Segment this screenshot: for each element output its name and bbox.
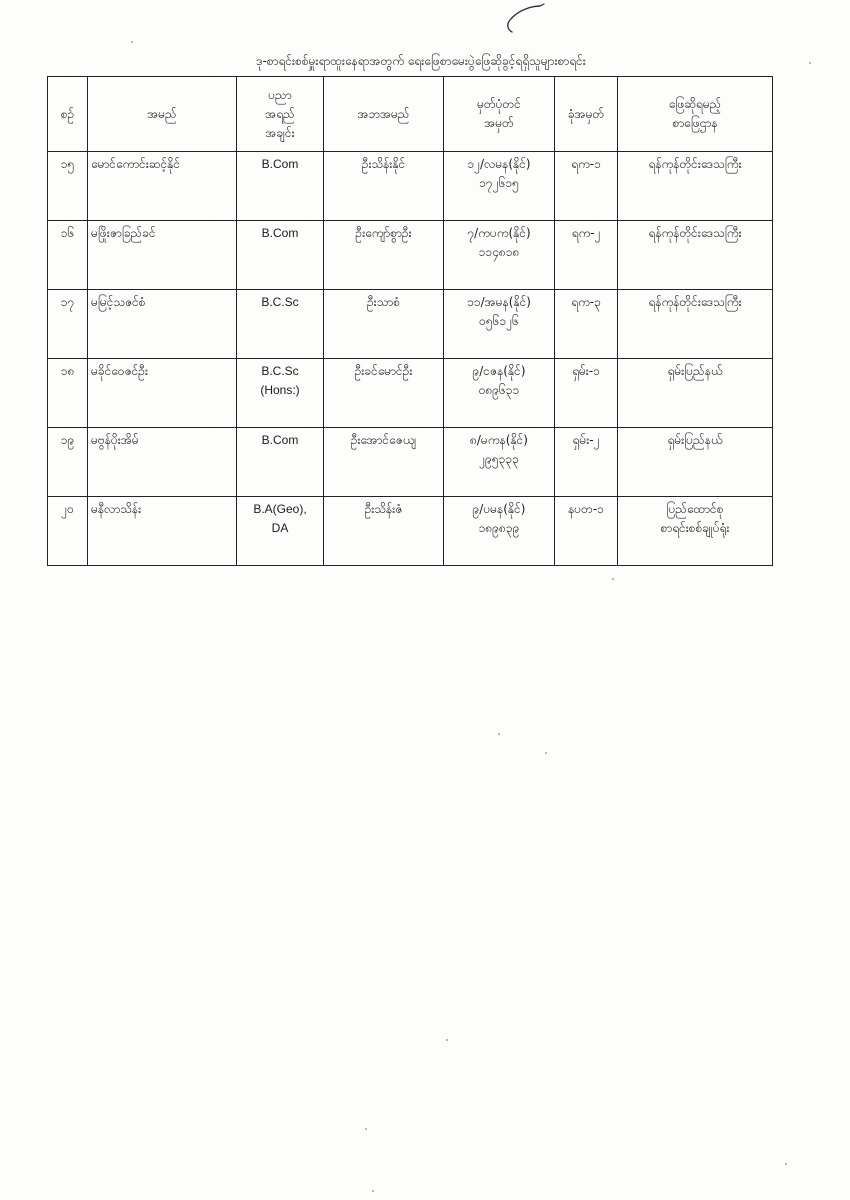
nrc-line: ၂၉၅၃၃၃ <box>479 452 519 466</box>
cell-degree <box>237 152 324 221</box>
header-roll: ခုံအမှတ် <box>555 77 618 152</box>
cell-degree <box>237 290 324 359</box>
header-nrc-line: မှတ်ပုံတင် <box>477 97 521 111</box>
degree-line: B.Com <box>261 433 299 447</box>
degree-line: B.Com <box>261 226 299 240</box>
header-centre <box>618 77 773 152</box>
table-row <box>48 221 773 290</box>
header-no: စဉ် <box>48 77 88 152</box>
table-row <box>48 290 773 359</box>
nrc-line: ၁၁၄၈၁၈ <box>478 245 520 259</box>
cell-father: ဦးကျော်စွာဦး <box>324 221 444 290</box>
nrc-line: ၉/ပမန(နိုင်) <box>472 502 526 516</box>
scan-speck <box>545 752 547 754</box>
degree-line: (Hons:) <box>260 383 300 397</box>
centre-line: ရန်ကုန်တိုင်းဒေသကြီး <box>648 226 742 240</box>
table-row <box>48 497 773 566</box>
degree-line: DA <box>271 521 289 535</box>
cell-nrc <box>444 497 555 566</box>
scan-speck <box>446 1039 448 1041</box>
cell-name: မောင်ကောင်းဆင့်နိုင် <box>88 152 237 221</box>
cell-nrc <box>444 359 555 428</box>
nrc-line: ၇/ကပက(နိုင်) <box>467 226 531 240</box>
cell-no: ၁၆ <box>48 221 88 290</box>
nrc-line: ၈/မကန(နိုင်) <box>470 433 528 447</box>
degree-line: B.A(Geo), <box>253 502 307 516</box>
table-row <box>48 152 773 221</box>
scan-speck <box>785 1163 787 1165</box>
cell-father: ဦးအောင်ဇေယျ <box>324 428 444 497</box>
header-degree-line: အရည် <box>265 106 295 121</box>
cell-nrc <box>444 290 555 359</box>
nrc-line: ၉/ငဇန(နိုင်) <box>472 364 526 378</box>
cell-name: မဖြိုးဇာခြည်ခင် <box>88 221 237 290</box>
cell-father: ဦးသိန်းနိုင် <box>324 152 444 221</box>
header-degree-line: အချင်း <box>265 125 295 140</box>
pen-stroke-mark <box>500 2 548 36</box>
table-row <box>48 428 773 497</box>
scan-speck <box>372 1190 374 1192</box>
header-degree-line: ပညာ <box>268 87 292 102</box>
centre-line: ရှမ်းပြည်နယ် <box>667 433 723 447</box>
cell-nrc <box>444 428 555 497</box>
cell-name: မမြင့်သဇင်စံ <box>88 290 237 359</box>
cell-degree <box>237 428 324 497</box>
cell-roll: နပတ-၁ <box>555 497 618 566</box>
cell-name: မခိုင်ဝေဇင်ဦး <box>88 359 237 428</box>
header-nrc <box>444 77 555 152</box>
degree-line: B.Com <box>261 157 299 171</box>
cell-degree <box>237 497 324 566</box>
cell-father: ဦးသာစံ <box>324 290 444 359</box>
table-row <box>48 359 773 428</box>
cell-no: ၂၀ <box>48 497 88 566</box>
centre-line: ရန်ကုန်တိုင်းဒေသကြီး <box>648 157 742 171</box>
header-centre-line: ဖြေဆိုရမည့် <box>668 97 722 111</box>
document-title: ဒု-စာရင်းစစ်မှူးရာထူးနေရာအတွက် ရေးဖြေစာမေးပွဲဖြေဆိုခွင့်ရရှိသူများစာရင်း <box>256 54 586 68</box>
cell-roll: ရှမ်း-၁ <box>555 359 618 428</box>
scan-speck <box>365 1128 367 1130</box>
cell-centre <box>618 152 773 221</box>
cell-no: ၁၇ <box>48 290 88 359</box>
cell-father: ဦးသိန်းဇံ <box>324 497 444 566</box>
degree-line: B.C.Sc <box>261 295 299 309</box>
cell-no: ၁၉ <box>48 428 88 497</box>
header-degree <box>237 77 324 152</box>
centre-line: စာရင်းစစ်ချုပ်ရုံး <box>660 521 730 535</box>
nrc-line: ၀၅၆၁၂၆ <box>479 314 519 328</box>
cell-roll: ရက-၁ <box>555 152 618 221</box>
cell-degree <box>237 221 324 290</box>
cell-centre <box>618 497 773 566</box>
nrc-line: ၁၂/လမန(နိုင်) <box>467 157 531 171</box>
header-name: အမည် <box>88 77 237 152</box>
nrc-line: ၀၈၉၆၃၁ <box>478 383 520 397</box>
header-centre-line: စာဖြေဌာန <box>672 116 718 130</box>
centre-line: ရှမ်းပြည်နယ် <box>667 364 723 378</box>
cell-centre <box>618 428 773 497</box>
cell-centre <box>618 221 773 290</box>
nrc-line: ၁၇၂၆၁၅ <box>479 176 519 190</box>
cell-no: ၁၅ <box>48 152 88 221</box>
scan-speck <box>131 41 133 43</box>
degree-line: B.C.Sc <box>261 364 299 378</box>
cell-degree <box>237 359 324 428</box>
centre-line: ပြည်ထောင်စု <box>666 502 724 516</box>
header-nrc-line: အမှတ် <box>484 116 514 130</box>
cell-roll: ရက-၂ <box>555 221 618 290</box>
cell-nrc <box>444 221 555 290</box>
nrc-line: ၁၁/အမန(နိုင်) <box>467 295 531 309</box>
centre-line: ရန်ကုန်တိုင်းဒေသကြီး <box>648 295 742 309</box>
header-row <box>48 77 773 152</box>
cell-roll: ရှမ်း-၂ <box>555 428 618 497</box>
cell-father: ဦးခင်မောင်ဦး <box>324 359 444 428</box>
scan-speck <box>498 733 500 735</box>
scan-speck <box>809 62 811 64</box>
cell-name: မနီလာသိန်း <box>88 497 237 566</box>
nrc-line: ၁၈၉၈၃၉ <box>478 521 520 535</box>
cell-roll: ရက-၃ <box>555 290 618 359</box>
cell-no: ၁၈ <box>48 359 88 428</box>
cell-centre <box>618 290 773 359</box>
cell-name: မဗွန်ပိုးအိမ် <box>88 428 237 497</box>
scan-speck <box>612 578 614 580</box>
cell-nrc <box>444 152 555 221</box>
cell-centre <box>618 359 773 428</box>
header-father: အဘအမည် <box>324 77 444 152</box>
candidate-table <box>47 76 773 566</box>
